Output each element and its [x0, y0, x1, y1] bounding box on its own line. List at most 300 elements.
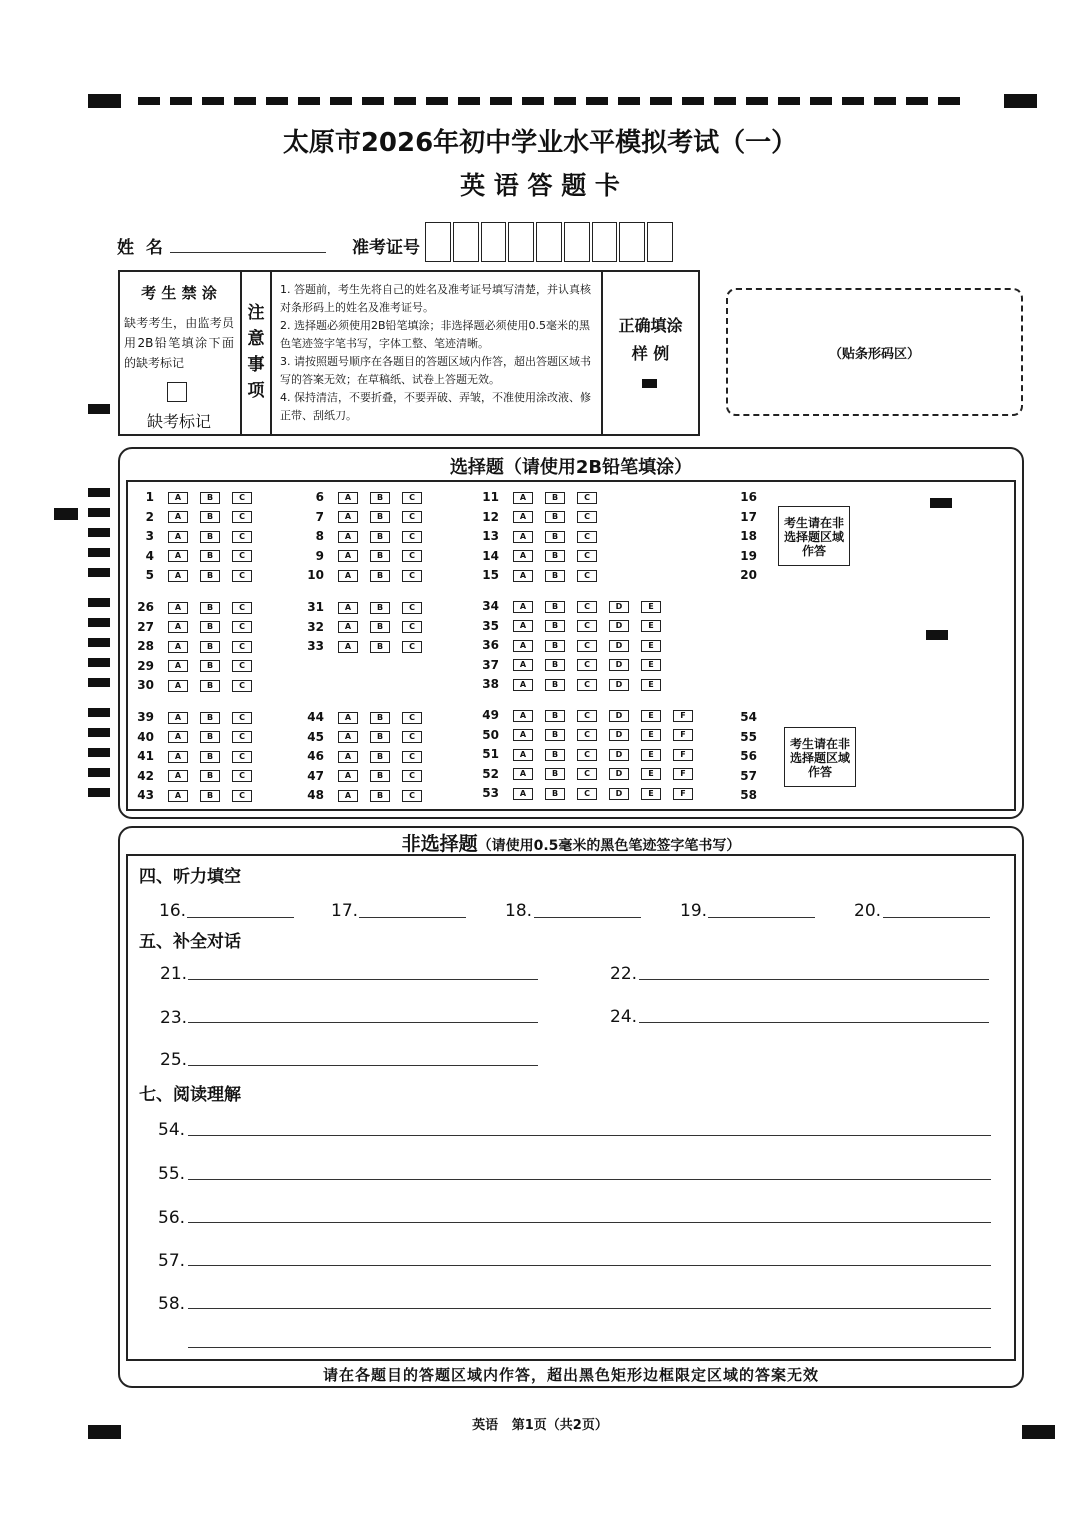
question-row: [731, 786, 771, 805]
answer-bubble[interactable]: B: [545, 749, 565, 761]
answer-bubble[interactable]: E: [641, 620, 661, 632]
question-number: 38: [482, 677, 499, 691]
notes-list: [280, 281, 594, 425]
choice-title: 选择题（请使用2B铅笔填涂）: [449, 457, 693, 478]
question-row: [473, 675, 673, 694]
question-row: [731, 566, 771, 585]
absent-mark-label: 缺考标记: [146, 412, 211, 431]
answer-bubble[interactable]: C: [402, 621, 422, 633]
question-number: 46: [307, 749, 324, 763]
answer-line-56[interactable]: [188, 1222, 991, 1223]
question-row: [128, 598, 264, 617]
answer-bubble[interactable]: A: [338, 621, 358, 633]
question-row: [473, 488, 609, 507]
answer-bubble[interactable]: B: [545, 620, 565, 632]
question-row: [731, 488, 771, 507]
sample-label-2: 样 例: [631, 344, 670, 363]
answer-bubble[interactable]: B: [545, 550, 565, 562]
answer-line-25[interactable]: [188, 1065, 538, 1066]
answer-bubble[interactable]: D: [609, 640, 629, 652]
answer-line-16[interactable]: [187, 917, 294, 918]
timing-mark: [930, 498, 952, 508]
answer-bubble[interactable]: C: [402, 531, 422, 543]
answer-bubble[interactable]: C: [402, 550, 422, 562]
answer-bubble[interactable]: B: [370, 621, 390, 633]
answer-bubble[interactable]: C: [232, 731, 252, 743]
answer-bubble[interactable]: C: [232, 570, 252, 582]
answer-bubble[interactable]: A: [513, 729, 533, 741]
question-number: 2: [145, 509, 154, 524]
question-number: 55: [740, 729, 757, 744]
question-number: 37: [482, 657, 499, 672]
answer-bubble[interactable]: B: [370, 790, 390, 802]
answer-bubble[interactable]: B: [200, 621, 220, 633]
answer-label: 25.: [160, 1050, 188, 1070]
answer-bubble[interactable]: A: [338, 570, 358, 582]
answer-bubble[interactable]: C: [402, 492, 422, 504]
question-row: [473, 706, 705, 725]
answer-bubble[interactable]: C: [402, 731, 422, 743]
answer-bubble[interactable]: A: [513, 659, 533, 671]
question-number: 41: [137, 749, 154, 763]
answer-bubble[interactable]: C: [577, 679, 597, 691]
question-row: [298, 598, 434, 617]
answer-bubble[interactable]: E: [641, 729, 661, 741]
answer-bubble[interactable]: A: [338, 492, 358, 504]
question-row: [473, 784, 705, 803]
sample-label: 正确填涂: [618, 316, 683, 335]
answer-line-54[interactable]: [188, 1135, 991, 1136]
answer-line-22[interactable]: [639, 979, 989, 980]
answer-bubble[interactable]: C: [577, 550, 597, 562]
answer-bubble[interactable]: B: [370, 531, 390, 543]
answer-bubble[interactable]: C: [402, 751, 422, 763]
answer-label: 21.: [160, 964, 188, 984]
answer-bubble[interactable]: C: [402, 602, 422, 614]
barcode-area: [726, 288, 1023, 416]
section-reading: 七、阅读理解: [139, 1085, 241, 1105]
answer-bubble[interactable]: F: [673, 749, 693, 761]
answer-bubble[interactable]: A: [168, 511, 188, 523]
question-number: 8: [315, 529, 324, 543]
question-number: 5: [145, 568, 154, 582]
answer-bubble[interactable]: B: [370, 641, 390, 653]
answer-bubble[interactable]: B: [370, 770, 390, 782]
answer-bubble[interactable]: A: [168, 641, 188, 653]
answer-bubble[interactable]: A: [513, 620, 533, 632]
absent-text: 缺考考生，由监考员用2B铅笔填涂下面的缺考标记: [124, 316, 234, 370]
question-number: 34: [482, 599, 499, 613]
answer-line-57[interactable]: [188, 1265, 991, 1266]
answer-bubble[interactable]: A: [513, 710, 533, 722]
answer-bubble[interactable]: E: [641, 749, 661, 761]
question-number: 57: [740, 768, 757, 783]
answer-label: 23.: [160, 1008, 188, 1028]
answer-bubble[interactable]: C: [232, 712, 252, 724]
question-row: [128, 747, 264, 766]
question-row: [128, 767, 264, 786]
question-row: [473, 726, 705, 745]
answer-bubble[interactable]: B: [200, 770, 220, 782]
question-row: [128, 547, 264, 566]
answer-bubble[interactable]: B: [545, 511, 565, 523]
question-row: [128, 708, 264, 727]
answer-bubble[interactable]: A: [168, 531, 188, 543]
answer-bubble[interactable]: C: [232, 511, 252, 523]
question-row: [731, 747, 771, 766]
question-row: [298, 508, 434, 527]
question-number: 58: [740, 788, 757, 802]
question-row: [128, 488, 264, 507]
question-row: [731, 767, 771, 786]
question-number: 14: [482, 548, 499, 563]
answer-bubble[interactable]: A: [513, 550, 533, 562]
question-number: 56: [740, 749, 757, 763]
question-number: 20: [740, 568, 757, 582]
name-label: 姓 名: [117, 238, 163, 258]
notes-label: 注意事项: [247, 303, 265, 401]
question-row: [298, 747, 434, 766]
answer-bubble[interactable]: C: [232, 660, 252, 672]
answer-line-24[interactable]: [639, 1022, 989, 1023]
answer-bubble[interactable]: C: [232, 550, 252, 562]
answer-bubble[interactable]: A: [513, 788, 533, 800]
answer-bubble[interactable]: A: [168, 550, 188, 562]
answer-bubble[interactable]: C: [577, 749, 597, 761]
question-number: 26: [137, 600, 154, 614]
answer-bubble[interactable]: A: [513, 570, 533, 582]
answer-bubble[interactable]: A: [338, 602, 358, 614]
answer-bubble[interactable]: B: [545, 710, 565, 722]
answer-bubble[interactable]: D: [609, 788, 629, 800]
answer-bubble[interactable]: B: [370, 602, 390, 614]
answer-bubble[interactable]: B: [200, 641, 220, 653]
question-number: 16: [740, 490, 757, 504]
answer-bubble[interactable]: C: [577, 531, 597, 543]
question-row: [298, 637, 434, 656]
answer-bubble[interactable]: B: [545, 729, 565, 741]
question-row: [298, 618, 434, 637]
answer-line-extra[interactable]: [188, 1347, 991, 1348]
question-row: [473, 617, 673, 636]
answer-bubble[interactable]: E: [641, 768, 661, 780]
answer-bubble[interactable]: C: [232, 680, 252, 692]
answer-bubble[interactable]: E: [641, 788, 661, 800]
answer-bubble[interactable]: B: [200, 712, 220, 724]
answer-bubble[interactable]: A: [513, 492, 533, 504]
question-number: 54: [740, 710, 757, 724]
question-number: 11: [482, 490, 499, 504]
question-number: 31: [307, 600, 324, 614]
answer-bubble[interactable]: A: [338, 790, 358, 802]
answer-bubble[interactable]: A: [513, 601, 533, 613]
question-row: [473, 765, 705, 784]
answer-bubble[interactable]: B: [545, 679, 565, 691]
answer-bubble[interactable]: E: [641, 640, 661, 652]
question-number: 19: [740, 548, 757, 563]
answer-bubble[interactable]: B: [200, 680, 220, 692]
nonchoice-header: [118, 829, 1024, 856]
answer-bubble[interactable]: A: [338, 511, 358, 523]
answer-bubble[interactable]: B: [200, 550, 220, 562]
answer-bubble[interactable]: B: [200, 531, 220, 543]
answer-bubble[interactable]: B: [370, 550, 390, 562]
question-row: [128, 728, 264, 747]
answer-bubble[interactable]: C: [232, 492, 252, 504]
answer-bubble[interactable]: B: [370, 712, 390, 724]
answer-bubble[interactable]: C: [402, 770, 422, 782]
answer-bubble[interactable]: D: [609, 659, 629, 671]
answer-bubble[interactable]: A: [513, 749, 533, 761]
answer-bubble[interactable]: B: [200, 602, 220, 614]
note-item: 1. 答题前，考生先将自己的姓名及准考证号填写清楚，并认真核对条形码上的姓名及准考证号。: [280, 283, 591, 314]
question-row: [473, 566, 609, 585]
answer-bubble[interactable]: A: [513, 640, 533, 652]
question-number: 47: [307, 768, 324, 783]
answer-bubble[interactable]: A: [168, 602, 188, 614]
id-boxes[interactable]: [425, 222, 673, 262]
answer-bubble[interactable]: D: [609, 601, 629, 613]
answer-bubble[interactable]: A: [513, 511, 533, 523]
timing-mark: [926, 630, 948, 640]
question-number: 52: [482, 766, 499, 781]
answer-bubble[interactable]: C: [402, 641, 422, 653]
answer-bubble[interactable]: C: [402, 712, 422, 724]
note-item: 2. 选择题必须使用2B铅笔填涂；非选择题必须使用0.5毫米的黑色笔迹签字笔书写，字体工整、笔迹清晰。: [280, 319, 591, 350]
answer-bubble[interactable]: B: [545, 531, 565, 543]
name-field[interactable]: [170, 252, 326, 253]
answer-bubble[interactable]: B: [200, 731, 220, 743]
answer-line-55[interactable]: [188, 1179, 991, 1180]
answer-label: 57.: [158, 1251, 186, 1271]
answer-bubble[interactable]: A: [513, 679, 533, 691]
question-row: [298, 708, 434, 727]
answer-bubble[interactable]: D: [609, 679, 629, 691]
answer-label: 55.: [158, 1164, 186, 1184]
question-row: [731, 708, 771, 727]
answer-bubble[interactable]: C: [577, 570, 597, 582]
answer-bubble[interactable]: C: [577, 768, 597, 780]
question-row: [298, 527, 434, 546]
answer-bubble[interactable]: B: [370, 511, 390, 523]
question-row: [128, 657, 264, 676]
answer-bubble[interactable]: A: [168, 660, 188, 672]
question-number: 28: [137, 639, 154, 653]
answer-bubble[interactable]: B: [200, 751, 220, 763]
answer-bubble[interactable]: B: [200, 511, 220, 523]
id-label: 准考证号: [352, 238, 420, 258]
answer-bubble[interactable]: A: [338, 531, 358, 543]
answer-line-21[interactable]: [188, 979, 538, 980]
answer-bubble[interactable]: A: [168, 680, 188, 692]
question-row: [128, 676, 264, 695]
answer-bubble[interactable]: C: [232, 790, 252, 802]
answer-bubble[interactable]: D: [609, 620, 629, 632]
page-footer: 英语 第1页（共2页）: [472, 1418, 608, 1433]
answer-bubble[interactable]: B: [545, 640, 565, 652]
question-number: 32: [307, 619, 324, 634]
question-number: 3: [145, 529, 154, 543]
question-number: 43: [137, 788, 154, 802]
answer-bubble[interactable]: D: [609, 768, 629, 780]
answer-bubble[interactable]: D: [609, 710, 629, 722]
answer-label: 18.: [505, 901, 533, 921]
question-row: [731, 547, 771, 566]
answer-bubble[interactable]: B: [545, 768, 565, 780]
answer-bubble[interactable]: A: [338, 712, 358, 724]
question-row: [128, 527, 264, 546]
answer-bubble[interactable]: C: [402, 570, 422, 582]
answer-bubble[interactable]: A: [168, 770, 188, 782]
question-row: [298, 488, 434, 507]
question-number: 49: [482, 708, 499, 722]
question-row: [128, 786, 264, 805]
answer-bubble[interactable]: B: [200, 492, 220, 504]
answer-label: 54.: [158, 1120, 186, 1140]
question-number: 33: [307, 639, 324, 653]
answer-bubble[interactable]: B: [370, 570, 390, 582]
answer-bubble[interactable]: C: [232, 602, 252, 614]
answer-line-19[interactable]: [708, 917, 815, 918]
answer-bubble[interactable]: C: [577, 601, 597, 613]
sample-filled-mark: [642, 379, 657, 388]
absent-title: 考 生 禁 涂: [141, 284, 217, 302]
nonchoice-inner: [126, 854, 1016, 1361]
question-row: [298, 767, 434, 786]
answer-bubble[interactable]: C: [232, 621, 252, 633]
answer-bubble[interactable]: A: [168, 731, 188, 743]
answer-bubble[interactable]: C: [402, 511, 422, 523]
warning-text: 请在各题目的答题区域内作答，超出黑色矩形边框限定区域的答案无效: [322, 1366, 819, 1384]
question-row: [128, 566, 264, 585]
answer-label: 58.: [158, 1294, 186, 1314]
answer-bubble[interactable]: B: [370, 492, 390, 504]
question-number: 44: [307, 710, 324, 724]
answer-bubble[interactable]: D: [609, 729, 629, 741]
question-row: [473, 636, 673, 655]
absent-checkbox[interactable]: [167, 382, 187, 402]
answer-bubble[interactable]: B: [370, 751, 390, 763]
barcode-label: （贴条形码区）: [828, 346, 920, 362]
answer-label: 24.: [610, 1007, 638, 1027]
answer-bubble[interactable]: A: [168, 712, 188, 724]
answer-bubble[interactable]: C: [577, 788, 597, 800]
answer-bubble[interactable]: E: [641, 601, 661, 613]
note-item: 4. 保持清洁，不要折叠，不要弄破、弄皱，不准使用涂改液、修正带、刮纸刀。: [280, 391, 591, 422]
question-row: [298, 547, 434, 566]
answer-bubble[interactable]: B: [545, 788, 565, 800]
answer-bubble[interactable]: C: [232, 751, 252, 763]
answer-bubble[interactable]: F: [673, 768, 693, 780]
question-number: 53: [482, 786, 499, 800]
answer-bubble[interactable]: B: [200, 570, 220, 582]
question-row: [473, 547, 609, 566]
answer-bubble[interactable]: C: [577, 729, 597, 741]
answer-line-58[interactable]: [188, 1308, 991, 1309]
answer-bubble[interactable]: E: [641, 710, 661, 722]
question-number: 7: [315, 509, 324, 524]
answer-bubble[interactable]: A: [338, 751, 358, 763]
page-title: 太原市2026年初中学业水平模拟考试（一）: [282, 128, 798, 158]
answer-bubble[interactable]: C: [577, 620, 597, 632]
question-number: 17: [740, 509, 757, 524]
answer-bubble[interactable]: F: [673, 710, 693, 722]
answer-line-17[interactable]: [359, 917, 466, 918]
answer-bubble[interactable]: C: [577, 659, 597, 671]
answer-bubble[interactable]: B: [545, 570, 565, 582]
answer-bubble[interactable]: D: [609, 749, 629, 761]
answer-bubble[interactable]: A: [338, 550, 358, 562]
question-row: [731, 508, 771, 527]
answer-bubble[interactable]: B: [545, 492, 565, 504]
question-row: [473, 527, 609, 546]
question-number: 42: [137, 768, 154, 783]
question-number: 40: [137, 729, 154, 744]
question-number: 45: [307, 729, 324, 744]
answer-line-23[interactable]: [188, 1022, 538, 1023]
answer-bubble[interactable]: A: [338, 731, 358, 743]
answer-bubble[interactable]: F: [673, 729, 693, 741]
section-dialogue: 五、补全对话: [139, 932, 241, 952]
answer-line-20[interactable]: [883, 917, 990, 918]
answer-bubble[interactable]: A: [168, 492, 188, 504]
question-number: 27: [137, 619, 154, 634]
answer-bubble[interactable]: E: [641, 679, 661, 691]
answer-bubble[interactable]: F: [673, 788, 693, 800]
nonchoice-note-1: 考生请在非选择题区域作答: [778, 506, 850, 566]
answer-bubble[interactable]: A: [168, 621, 188, 633]
answer-line-18[interactable]: [534, 917, 641, 918]
question-number: 6: [315, 490, 324, 504]
answer-bubble[interactable]: C: [402, 790, 422, 802]
question-number: 51: [482, 747, 499, 761]
question-number: 30: [137, 678, 154, 692]
question-row: [298, 786, 434, 805]
answer-bubble[interactable]: E: [641, 659, 661, 671]
question-number: 50: [482, 727, 499, 742]
answer-bubble[interactable]: A: [168, 570, 188, 582]
question-row: [473, 597, 673, 616]
answer-bubble[interactable]: B: [200, 790, 220, 802]
nonchoice-title: 非选择题: [401, 833, 478, 855]
answer-bubble[interactable]: A: [338, 770, 358, 782]
answer-bubble[interactable]: A: [513, 768, 533, 780]
answer-bubble[interactable]: A: [168, 790, 188, 802]
answer-bubble[interactable]: A: [338, 641, 358, 653]
answer-bubble[interactable]: C: [232, 641, 252, 653]
nonchoice-note-2: 考生请在非选择题区域作答: [784, 727, 856, 787]
question-row: [473, 745, 705, 764]
answer-bubble[interactable]: C: [577, 511, 597, 523]
answer-bubble[interactable]: C: [232, 531, 252, 543]
answer-bubble[interactable]: C: [577, 492, 597, 504]
answer-bubble[interactable]: C: [577, 640, 597, 652]
answer-bubble[interactable]: C: [232, 770, 252, 782]
answer-bubble[interactable]: C: [577, 710, 597, 722]
question-number: 35: [482, 618, 499, 633]
question-row: [473, 508, 609, 527]
answer-bubble[interactable]: B: [370, 731, 390, 743]
answer-bubble[interactable]: A: [513, 531, 533, 543]
question-row: [298, 566, 434, 585]
note-item: 3. 请按照题号顺序在各题目的答题区域内作答，超出答题区域书写的答案无效；在草稿纸、试卷上答题无效。: [280, 355, 591, 386]
answer-bubble[interactable]: B: [545, 601, 565, 613]
answer-label: 16.: [159, 901, 187, 921]
answer-bubble[interactable]: B: [200, 660, 220, 672]
answer-bubble[interactable]: B: [545, 659, 565, 671]
answer-bubble[interactable]: A: [168, 751, 188, 763]
question-row: [298, 728, 434, 747]
